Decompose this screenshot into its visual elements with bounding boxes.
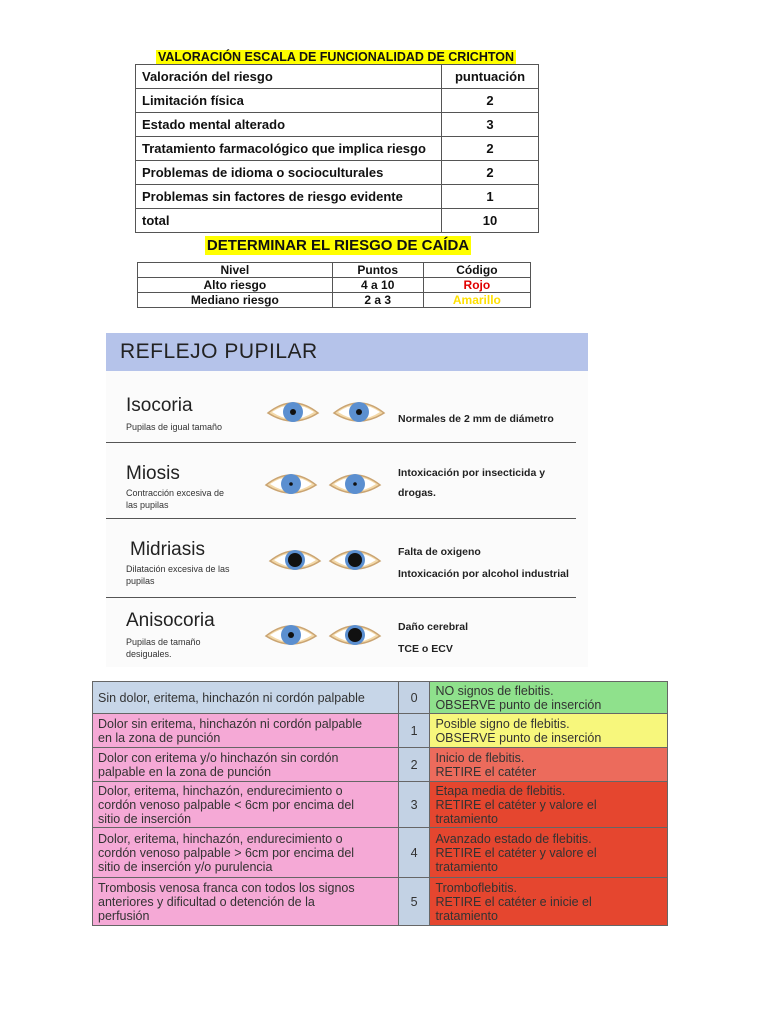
pupil-info-line: Daño cerebral <box>398 621 469 633</box>
eye-icon <box>264 618 318 652</box>
crichton-table <box>135 64 539 233</box>
pupil-desc-line: Dilatación excesiva de las <box>126 564 230 574</box>
sign-line: en la zona de punción <box>98 730 221 745</box>
pupil-row-miosis <box>106 443 588 518</box>
pupil-name: Anisocoria <box>126 610 215 631</box>
sign-line: anteriores y dificultad o detención de la <box>98 894 315 909</box>
riesgo-table <box>137 262 531 308</box>
table-row <box>136 137 539 161</box>
reflejo-pupilar-panel <box>106 333 588 667</box>
pupil-desc-line: Pupilas de igual tamaño <box>126 422 223 432</box>
table-row <box>138 293 531 308</box>
header-codigo: Código <box>423 263 530 278</box>
pupil-desc-line: Pupilas de tamaño <box>126 637 201 647</box>
row-points: 2 <box>442 137 539 161</box>
row-label: Estado mental alterado <box>136 113 442 137</box>
pupil-desc <box>126 563 230 587</box>
row-points: 1 <box>442 185 539 209</box>
flebitis-table <box>92 681 668 926</box>
eye-icon <box>328 467 382 501</box>
action-line: NO signos de flebitis. <box>435 683 554 698</box>
eye-icon <box>332 395 386 429</box>
pupil-info-line: TCE o ECV <box>398 643 453 655</box>
table-row <box>138 278 531 293</box>
pupil-info <box>398 463 545 503</box>
grade-cell: 1 <box>398 714 430 748</box>
sign-line: Dolor sin eritema, hinchazón ni cordón palpable <box>98 716 363 731</box>
pupil-name: Midriasis <box>130 539 205 560</box>
table-row <box>93 782 668 828</box>
action-line: tratamiento <box>435 859 498 874</box>
sign-cell <box>93 878 399 926</box>
grade-cell: 3 <box>398 782 430 828</box>
action-line: RETIRE el catéter <box>435 764 537 779</box>
sign-cell <box>93 682 399 714</box>
grade-cell: 0 <box>398 682 430 714</box>
pupil-row-anisocoria <box>106 598 588 667</box>
row-points: 2 <box>442 89 539 113</box>
sign-line: cordón venoso palpable < 6cm por encima del <box>98 797 355 812</box>
pupil-desc <box>126 636 201 660</box>
pupil-info-line: Normales de 2 mm de diámetro <box>398 413 554 425</box>
pupil-info-line: Intoxicación por insecticida y <box>398 467 546 479</box>
eye-icon <box>266 395 320 429</box>
header-points: puntuación <box>442 65 539 89</box>
sign-cell <box>93 782 399 828</box>
action-cell <box>430 878 668 926</box>
sign-cell <box>93 748 399 782</box>
pupil-desc <box>126 421 222 433</box>
action-cell <box>430 828 668 878</box>
pupil-desc-line: pupilas <box>126 576 155 586</box>
eye-icon <box>264 467 318 501</box>
eye-icon <box>268 543 322 577</box>
table-row <box>93 748 668 782</box>
row-points: 3 <box>442 113 539 137</box>
action-line: RETIRE el catéter e inicie el <box>435 894 592 909</box>
pupil-row-midriasis <box>106 519 588 597</box>
table-row <box>136 161 539 185</box>
pupil-name: Isocoria <box>126 395 193 416</box>
pupil-info <box>398 541 569 585</box>
row-label: total <box>136 209 442 233</box>
sign-line: Dolor, eritema, hinchazón, endurecimiento o <box>98 783 343 798</box>
action-line: RETIRE el catéter y valore el <box>435 797 597 812</box>
table-row <box>93 714 668 748</box>
action-cell <box>430 782 668 828</box>
table-row <box>136 185 539 209</box>
nivel-cell: Mediano riesgo <box>138 293 333 308</box>
table-row <box>136 113 539 137</box>
sign-cell <box>93 714 399 748</box>
pupil-info <box>398 409 554 429</box>
header-label: Valoración del riesgo <box>136 65 442 89</box>
grade-cell: 2 <box>398 748 430 782</box>
sign-line: Dolor, eritema, hinchazón, endurecimiento o <box>98 831 343 846</box>
action-line: tratamiento <box>435 908 498 923</box>
crichton-title: VALORACIÓN ESCALA DE FUNCIONALIDAD DE CRICHTON <box>157 50 515 64</box>
action-line: Tromboflebitis. <box>435 880 517 895</box>
row-label: Problemas de idioma o socioculturales <box>136 161 442 185</box>
pupil-info <box>398 616 468 660</box>
table-row <box>93 878 668 926</box>
table-row <box>93 682 668 714</box>
action-cell <box>430 748 668 782</box>
action-line: Etapa media de flebitis. <box>435 783 566 798</box>
pupil-desc <box>126 487 224 511</box>
table-row <box>93 828 668 878</box>
pupil-desc-line: las pupilas <box>126 500 169 510</box>
action-cell <box>430 714 668 748</box>
row-label: Limitación física <box>136 89 442 113</box>
row-points: 10 <box>442 209 539 233</box>
table-row <box>136 65 539 89</box>
action-line: RETIRE el catéter y valore el <box>435 845 597 860</box>
riesgo-title: DETERMINAR EL RIESGO DE CAÍDA <box>206 237 470 254</box>
puntos-cell: 2 a 3 <box>332 293 423 308</box>
sign-line: Sin dolor, eritema, hinchazón ni cordón palpable <box>98 690 365 705</box>
row-label: Tratamiento farmacológico que implica riesgo <box>136 137 442 161</box>
pupil-name: Miosis <box>126 463 180 484</box>
sign-line: sitio de inserción <box>98 811 192 826</box>
reflejo-pupilar-title: REFLEJO PUPILAR <box>106 333 588 371</box>
action-line: tratamiento <box>435 811 498 826</box>
sign-line: Trombosis venosa franca con todos los signos <box>98 880 355 895</box>
table-row <box>136 209 539 233</box>
row-points: 2 <box>442 161 539 185</box>
pupil-desc-line: Contracción excesiva de <box>126 488 225 498</box>
pupil-info-line: Falta de oxigeno <box>398 546 481 558</box>
pupil-info-line: drogas. <box>398 487 436 499</box>
sign-line: perfusión <box>98 908 150 923</box>
eye-icon <box>328 543 382 577</box>
header-nivel: Nivel <box>138 263 333 278</box>
action-cell <box>430 682 668 714</box>
sign-line: sitio de inserción y/o purulencia <box>98 859 273 874</box>
action-line: Avanzado estado de flebitis. <box>435 831 592 846</box>
grade-cell: 5 <box>398 878 430 926</box>
nivel-cell: Alto riesgo <box>138 278 333 293</box>
table-row <box>136 89 539 113</box>
row-label: Problemas sin factores de riesgo evidente <box>136 185 442 209</box>
sign-cell <box>93 828 399 878</box>
header-puntos: Puntos <box>332 263 423 278</box>
sign-line: palpable en la zona de punción <box>98 764 272 779</box>
pupil-info-line: Intoxicación por alcohol industrial <box>398 568 569 580</box>
codigo-cell: Amarillo <box>423 293 530 308</box>
puntos-cell: 4 a 10 <box>332 278 423 293</box>
action-line: OBSERVE punto de inserción <box>435 730 602 745</box>
grade-cell: 4 <box>398 828 430 878</box>
codigo-cell: Rojo <box>423 278 530 293</box>
action-line: OBSERVE punto de inserción <box>435 697 602 712</box>
sign-line: cordón venoso palpable > 6cm por encima del <box>98 845 355 860</box>
sign-line: Dolor con eritema y/o hinchazón sin cordón <box>98 750 339 765</box>
pupil-desc-line: desiguales. <box>126 649 172 659</box>
action-line: Posible signo de flebitis. <box>435 716 570 731</box>
eye-icon <box>328 618 382 652</box>
action-line: Inicio de flebitis. <box>435 750 525 765</box>
pupil-row-isocoria <box>106 371 588 443</box>
table-row <box>138 263 531 278</box>
